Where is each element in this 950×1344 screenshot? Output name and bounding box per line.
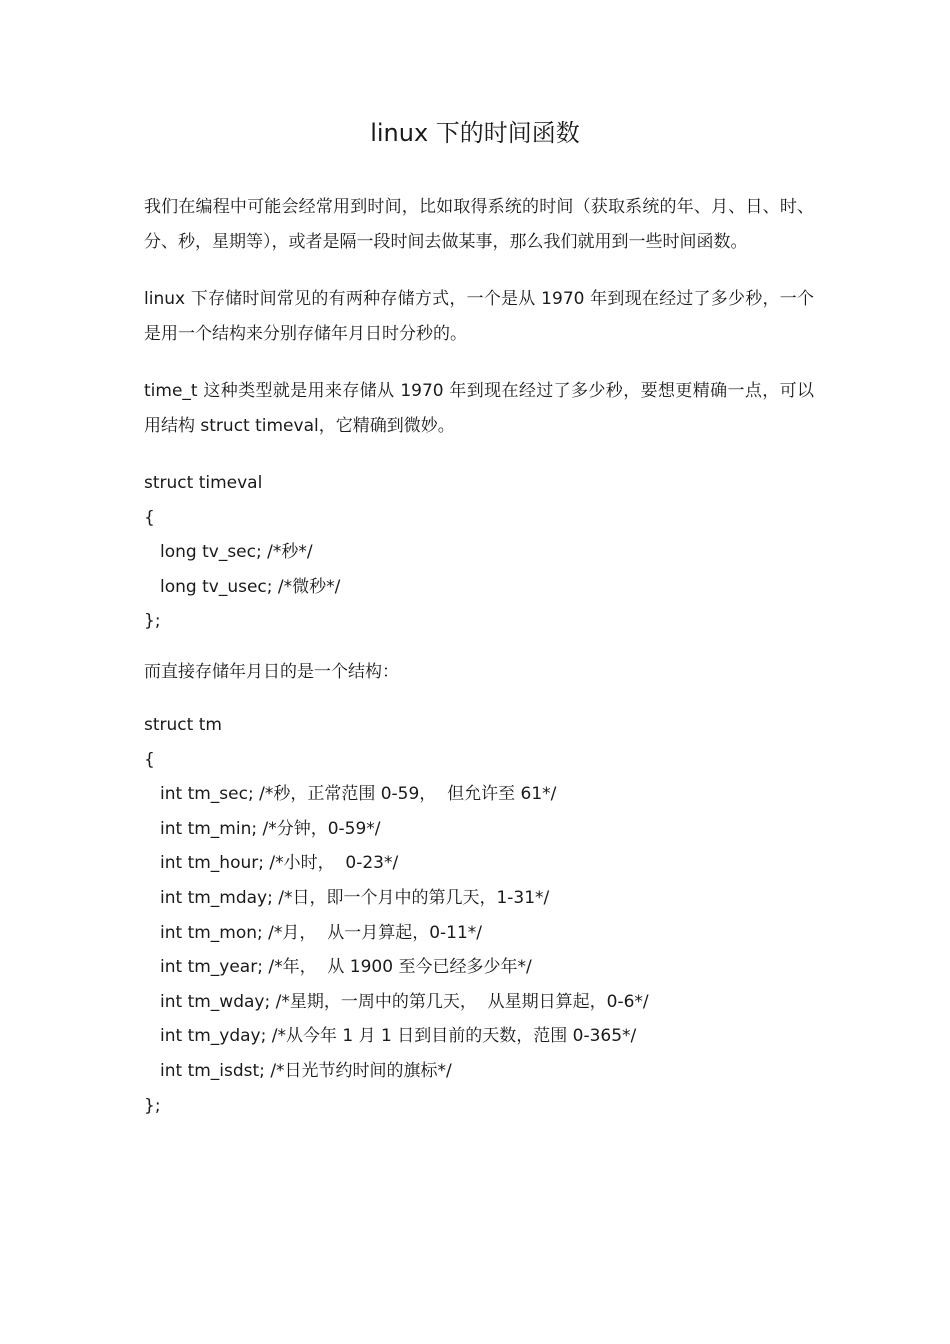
paragraph-intro: 我们在编程中可能会经常用到时间，比如取得系统的时间（获取系统的年、月、日、时、分、秒，星期等），或者是隔一段时间去做某事，那么我们就用到一些时间函数。 [144, 197, 814, 252]
code-line-field: int tm_wday; /*星期，一周中的第几天， 从星期日算起，0-6*/ [160, 991, 649, 1012]
code-line-field: int tm_yday; /*从今年 1 月 1 日到目前的天数，范围 0-365*/ [160, 1026, 637, 1047]
code-line-field: long tv_usec; /*微秒*/ [160, 576, 341, 597]
paragraph-intro-tm: 而直接存储年月日的是一个结构： [144, 661, 399, 682]
document-title: linux 下的时间函数 [370, 119, 580, 147]
code-struct-timeval [144, 466, 814, 639]
paragraph-time-t: time_t 这种类型就是用来存储从 1970 年到现在经过了多少秒，要想更精确一点，可以用结构 struct timeval，它精确到微妙。 [144, 381, 814, 436]
code-line-field: int tm_min; /*分钟，0-59*/ [160, 818, 381, 839]
code-line-open-brace: { [144, 507, 155, 528]
spacer [144, 639, 814, 655]
code-line-field: int tm_mday; /*日，即一个月中的第几天，1-31*/ [160, 887, 550, 908]
code-line-field: int tm_isdst; /*日光节约时间的旗标*/ [160, 1060, 452, 1081]
code-line-open-brace: { [144, 749, 155, 770]
code-line-struct-header: struct timeval [144, 473, 263, 493]
code-struct-tm [144, 708, 814, 1123]
spacer [144, 690, 814, 708]
code-line-field: int tm_sec; /*秒，正常范围 0-59， 但允许至 61*/ [160, 784, 557, 805]
code-line-close-brace: }; [144, 1095, 161, 1116]
code-line-close-brace: }; [144, 611, 161, 632]
document-body [144, 190, 814, 1123]
code-line-struct-header: struct tm [144, 714, 222, 735]
code-line-field: int tm_mon; /*月， 从一月算起，0-11*/ [160, 922, 483, 943]
code-line-field: int tm_hour; /*小时， 0-23*/ [160, 853, 399, 874]
code-line-field: long tv_sec; /*秒*/ [160, 542, 313, 563]
paragraph-storage-methods: linux 下存储时间常见的有两种存储方式，一个是从 1970 年到现在经过了多少秒，一个是用一个结构来分别存储年月日时分秒的。 [144, 289, 814, 344]
code-line-field: int tm_year; /*年， 从 1900 至今已经多少年*/ [160, 957, 532, 978]
